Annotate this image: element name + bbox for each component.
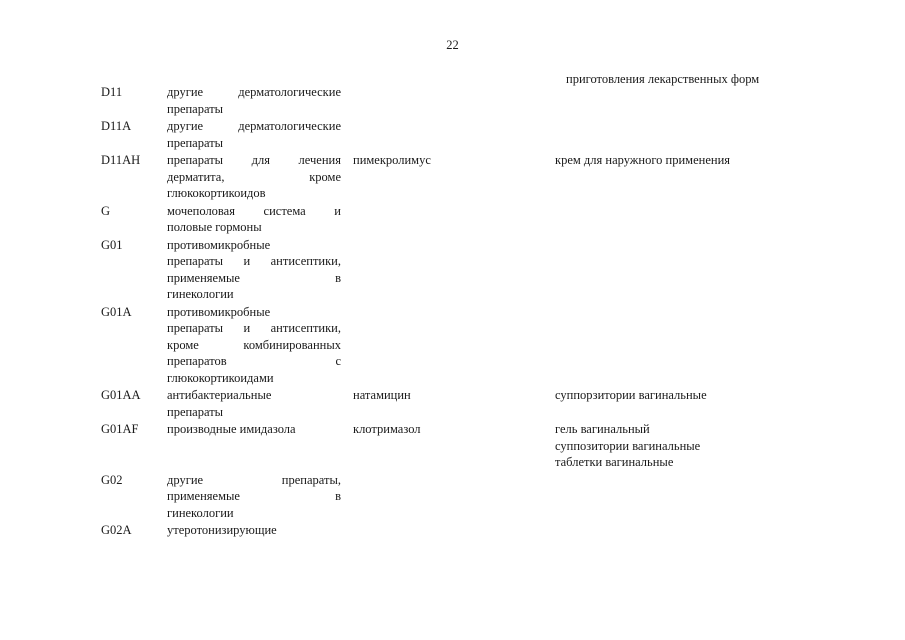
dosage-forms [555, 421, 841, 471]
atc-code: G01 [101, 237, 123, 252]
atc-code: D11AH [101, 153, 141, 167]
dosage-forms [555, 387, 841, 404]
anatomical-therapeutic-group [167, 472, 341, 522]
group-text-line: глюкокортикоидами [167, 370, 274, 385]
anatomical-therapeutic-group [167, 152, 341, 202]
group-text-line: противомикробные [167, 237, 271, 252]
dosage-form-item: таблетки вагинальные [555, 455, 674, 469]
atc-code: G [101, 203, 111, 218]
drug-classification-table [101, 84, 841, 540]
table-row [101, 522, 841, 539]
atc-code: D11A [101, 119, 132, 133]
dosage-form-item: крем для наружного применения [555, 153, 731, 167]
dosage-forms [555, 152, 841, 169]
table-row [101, 84, 841, 117]
atc-code: G01A [101, 304, 132, 319]
group-text-line: другие препараты, [167, 472, 341, 487]
dosage-form-item: гель вагинальный [555, 422, 650, 436]
continued-dosage-form-text: приготовления лекарственных форм [566, 72, 760, 86]
atc-code: G02 [101, 472, 123, 487]
drug-name: натамицин [353, 388, 411, 402]
group-text-line: препараты и антисептики, [167, 254, 341, 268]
group-text-line: мочеполовая система и [167, 203, 341, 218]
atc-code: G02A [101, 523, 132, 537]
drug-name: клотримазол [353, 422, 421, 436]
table-row [101, 203, 841, 236]
group-text-line: препаратов с [167, 354, 341, 368]
dosage-form-item: суппозитории вагинальные [555, 438, 701, 453]
group-text-line: глюкокортикоидов [167, 186, 266, 200]
table-row [101, 421, 841, 471]
atc-code: G01AA [101, 388, 141, 402]
anatomical-therapeutic-group [167, 118, 341, 151]
group-text-line: препараты [167, 404, 224, 419]
anatomical-therapeutic-group [167, 237, 341, 303]
drug-name: пимекролимус [353, 153, 431, 167]
table-row [101, 387, 841, 420]
group-text-line: другие дерматологические [167, 119, 341, 133]
group-text-line: противомикробные [167, 304, 271, 319]
group-text-line: производные имидазола [167, 422, 296, 436]
table-row [101, 472, 841, 522]
group-text-line: утеротонизирующие [167, 523, 277, 537]
table-row [101, 237, 841, 303]
dosage-form-item: суппорзитории вагинальные [555, 388, 707, 402]
group-text-line: другие дерматологические [167, 85, 341, 99]
group-text-line: препараты [167, 101, 224, 116]
group-text-line: половые гормоны [167, 220, 262, 234]
table-row [101, 304, 841, 387]
group-text-line: кроме комбинированных [167, 337, 341, 352]
group-text-line: применяемые в [167, 270, 341, 285]
group-text-line: антибактериальные [167, 388, 272, 402]
anatomical-therapeutic-group [167, 203, 341, 236]
atc-code: G01AF [101, 422, 139, 436]
anatomical-therapeutic-group [167, 421, 341, 438]
group-text-line: применяемые в [167, 489, 341, 503]
anatomical-therapeutic-group [167, 304, 341, 387]
table-row [101, 152, 841, 202]
anatomical-therapeutic-group [167, 387, 341, 420]
group-text-line: гинекологии [167, 505, 234, 520]
group-text-line: дерматита, кроме [167, 169, 341, 184]
anatomical-therapeutic-group [167, 84, 341, 117]
page-number: 22 [446, 38, 459, 52]
atc-code: D11 [101, 85, 123, 99]
group-text-line: препараты и антисептики, [167, 321, 341, 335]
table-row [101, 118, 841, 151]
anatomical-therapeutic-group [167, 522, 341, 539]
group-text-line: препараты для лечения [167, 153, 341, 167]
group-text-line: гинекологии [167, 287, 234, 301]
group-text-line: препараты [167, 135, 224, 150]
